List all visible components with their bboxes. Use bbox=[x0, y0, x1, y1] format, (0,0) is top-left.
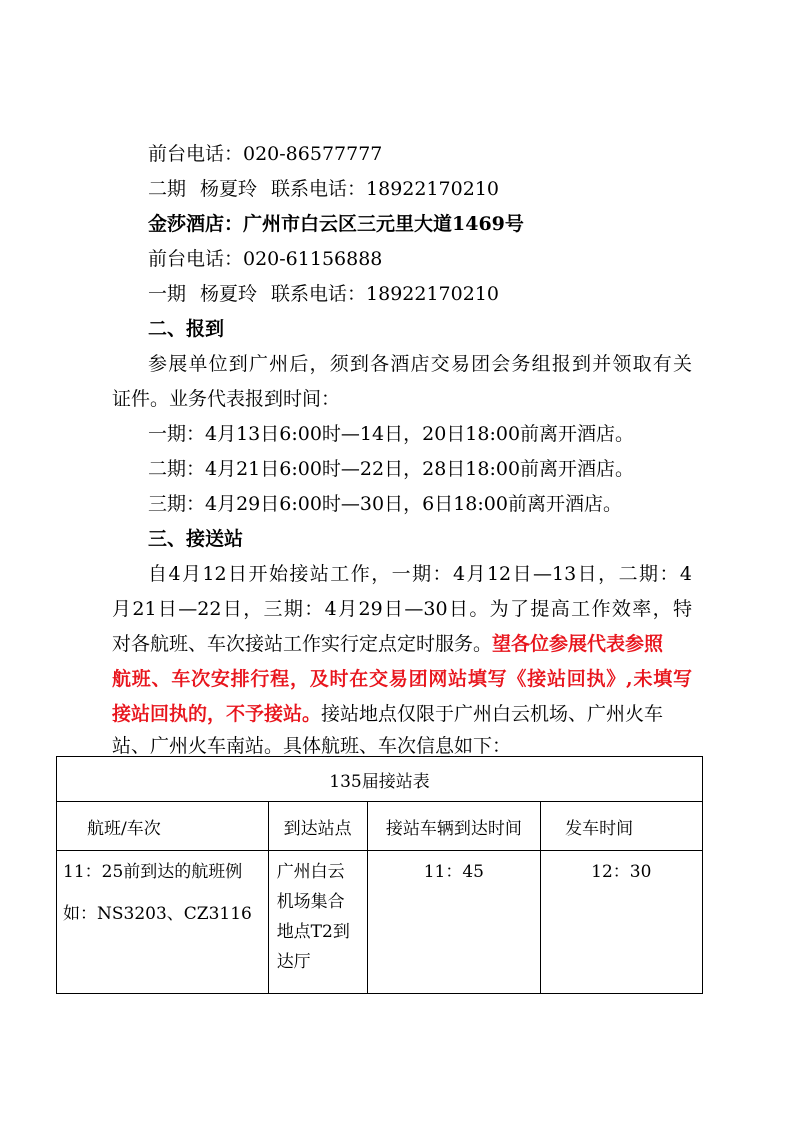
plain-text: 对各航班、车次接站工作实行定点定时服务。 bbox=[112, 633, 493, 655]
paragraph-line: 参展单位到广州后，须到各酒店交易团会务组报到并领取有关 bbox=[148, 353, 692, 375]
paragraph-line bbox=[112, 701, 692, 727]
contact-line-phase2 bbox=[148, 176, 499, 202]
contact-name: 杨夏玲 bbox=[200, 178, 258, 200]
plain-text: 接站地点仅限于广州白云机场、广州火车 bbox=[321, 703, 664, 725]
phase-label: 一期 bbox=[148, 283, 187, 305]
section-heading-pickup: 三、接送站 bbox=[148, 528, 244, 550]
front-desk-phone-2: 前台电话：020-61156888 bbox=[148, 248, 383, 270]
cell-flight: 11：25前到达的航班例 如：NS3203、CZ3116 bbox=[57, 851, 269, 994]
hotel-address: 金莎酒店：广州市白云区三元里大道1469号 bbox=[148, 213, 524, 235]
contact-name: 杨夏玲 bbox=[200, 283, 258, 305]
highlight-text: 望各位参展代表参照 bbox=[492, 633, 664, 655]
table-caption: 135届接站表 bbox=[57, 757, 703, 802]
paragraph-line: 站、广州火车南站。具体航班、车次信息如下： bbox=[112, 735, 512, 757]
highlight-text: 接站回执的，不予接站。 bbox=[112, 703, 322, 725]
contact-phone: 联系电话：18922170210 bbox=[271, 283, 500, 305]
registration-time-phase3: 三期：4月29日6:00时—30日，6日18:00前离开酒店。 bbox=[148, 493, 622, 515]
header-departure-time: 发车时间 bbox=[541, 802, 703, 851]
cell-arrival-time: 11：45 bbox=[367, 851, 541, 994]
paragraph-line: 自4月12日开始接站工作，一期：4月12日—13日，二期：4 bbox=[148, 563, 692, 585]
front-desk-phone-1: 前台电话：020-86577777 bbox=[148, 143, 383, 165]
registration-time-phase1: 一期：4月13日6:00时—14日，20日18:00前离开酒店。 bbox=[148, 423, 635, 445]
pickup-table bbox=[56, 756, 703, 994]
section-heading-registration: 二、报到 bbox=[148, 318, 225, 340]
header-station: 到达站点 bbox=[268, 802, 367, 851]
header-flight: 航班/车次 bbox=[57, 802, 269, 851]
highlight-line: 航班、车次安排行程，及时在交易团网站填写《接站回执》,未填写 bbox=[112, 668, 692, 690]
paragraph-line bbox=[112, 631, 692, 657]
paragraph-line: 证件。业务代表报到时间： bbox=[112, 388, 341, 410]
header-arrival-time: 接站车辆到达时间 bbox=[367, 802, 541, 851]
phase-label: 二期 bbox=[148, 178, 187, 200]
contact-phone: 联系电话：18922170210 bbox=[271, 178, 500, 200]
paragraph-line: 月21日—22日，三期：4月29日—30日。为了提高工作效率，特 bbox=[112, 598, 692, 620]
table-row bbox=[57, 851, 703, 994]
contact-line-phase1 bbox=[148, 281, 499, 307]
cell-station: 广州白云 机场集合 地点T2到 达厅 bbox=[268, 851, 367, 994]
cell-departure-time: 12：30 bbox=[541, 851, 703, 994]
registration-time-phase2: 二期：4月21日6:00时—22日，28日18:00前离开酒店。 bbox=[148, 458, 635, 480]
